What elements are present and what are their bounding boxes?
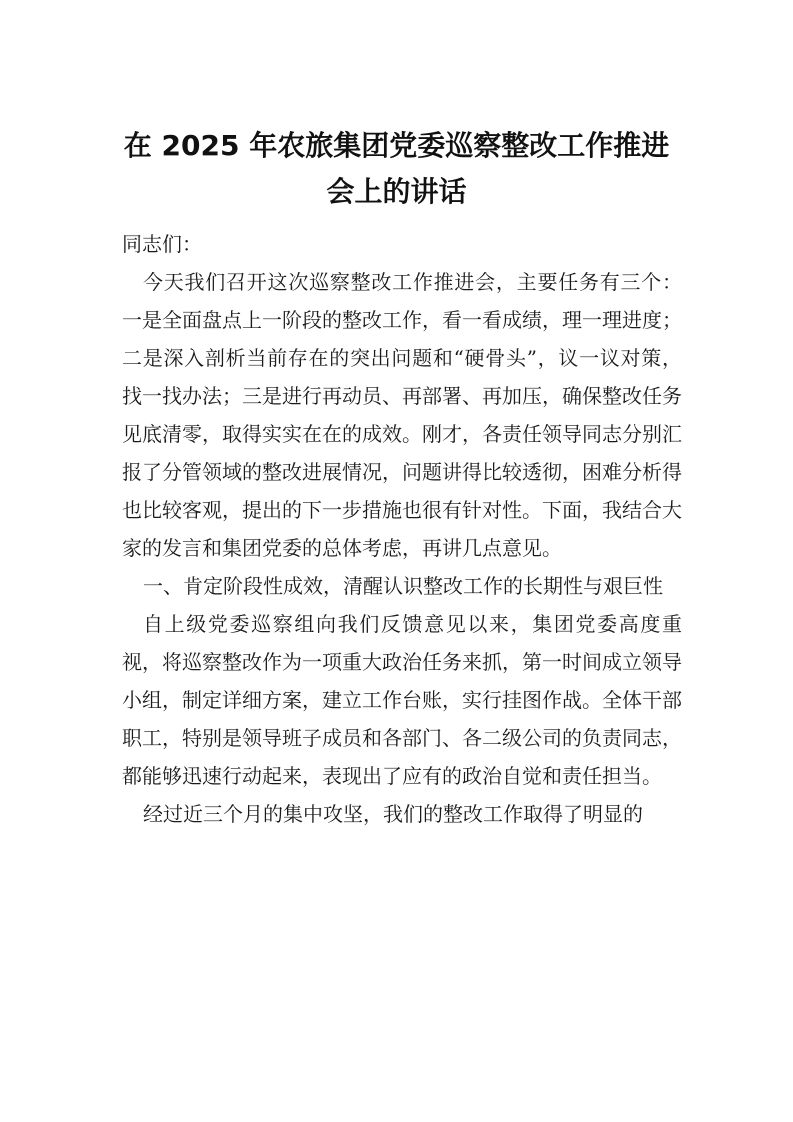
paragraph-section-1-continued: 经过近三个月的集中攻坚，我们的整改工作取得了明显的 — [143, 802, 643, 826]
section-heading-1: 一、肯定阶段性成效，清醒认识整改工作的长期性与艰巨性 — [143, 574, 663, 598]
document-title-line-2: 会上的讲话 — [326, 175, 467, 208]
document-title-line-1: 在 2025 年农旅集团党委巡察整改工作推进 — [123, 129, 670, 162]
paragraph-section-1: 自上级党委巡察组向我们反馈意见以来，集团党委高度重视，将巡察整改作为一项重大政治任务来抓，第一时间成立领导小组，制定详细方案，建立工作台账，实行挂图作战。全体干部职工，特别是领导班子成员和各部门、各二级公司的负责同志，都能够迅速行动起来，表现出了应有的政治自觉和责任担当。 — [122, 612, 682, 788]
document-body — [122, 225, 682, 833]
salutation: 同志们： — [122, 232, 202, 256]
paragraph-opening: 今天我们召开这次巡察整改工作推进会，主要任务有三个：一是全面盘点上一阶段的整改工作，看一看成绩，理一理进度；二是深入剖析当前存在的突出问题和“硬骨头”，议一议对策，找一找办法；三是进行再动员、再部署、再加压，确保整改任务见底清零，取得实实在在的成效。刚才，各责任领导同志分别汇报了分管领域的整改进展情况，问题讲得比较透彻，困难分析得也比较客观，提出的下一步措施也很有针对性。下面，我结合大家的发言和集团党委的总体考虑，再讲几点意见。 — [122, 270, 682, 560]
